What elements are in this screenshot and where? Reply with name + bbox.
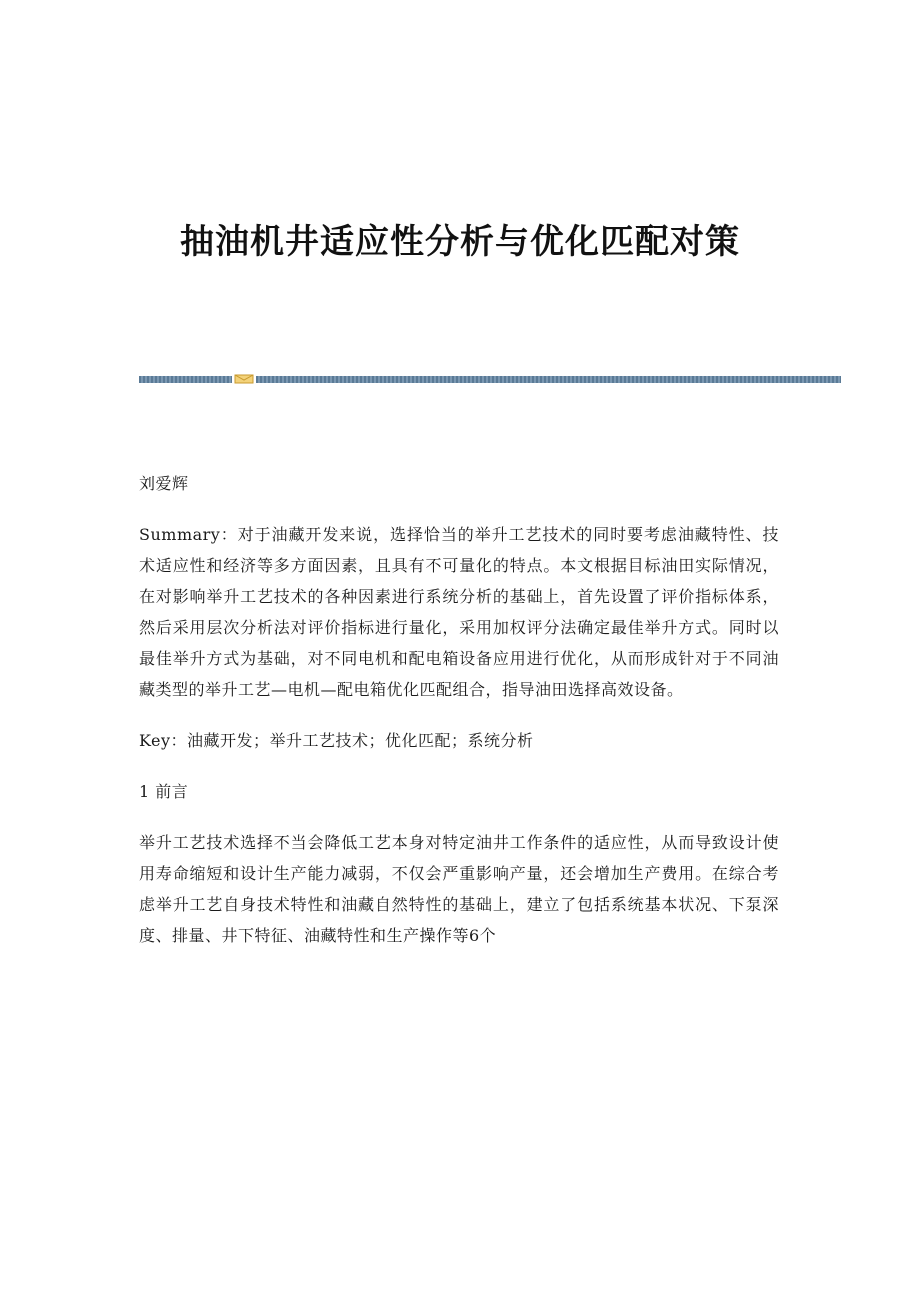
section-heading: 1 前言 (139, 782, 189, 801)
keywords-paragraph (139, 725, 779, 756)
document-body (139, 468, 779, 971)
divider-bar-right (256, 376, 841, 383)
summary-paragraph (139, 519, 779, 705)
section-paragraph: 举升工艺技术选择不当会降低工艺本身对特定油井工作条件的适应性，从而导致设计使用寿命缩短和设计生产能力减弱，不仅会严重影响产量，还会增加生产费用。在综合考虑举升工艺自身技术特性和油藏自然特性的基础上，建立了包括系统基本状况、下泵深度、排量、井下特征、油藏特性和生产操作等6个 (139, 833, 779, 945)
document-title: 抽油机井适应性分析与优化匹配对策 (180, 222, 740, 262)
summary-label: Summary： (139, 525, 238, 544)
summary-text: 对于油藏开发来说，选择恰当的举升工艺技术的同时要考虑油藏特性、技术适应性和经济等多方面因素，且具有不可量化的特点。本文根据目标油田实际情况，在对影响举升工艺技术的各种因素进行系统分析的基础上，首先设置了评价指标体系，然后采用层次分析法对评价指标进行量化，采用加权评分法确定最佳举升方式。同时以最佳举升方式为基础，对不同电机和配电箱设备应用进行优化，从而形成针对于不同油藏类型的举升工艺—电机—配电箱优化匹配组合，指导油田选择高效设备。 (139, 525, 779, 699)
envelope-ornament-icon (234, 374, 254, 384)
keywords-label: Key： (139, 731, 188, 750)
title-divider (139, 374, 841, 384)
keywords-text: 油藏开发；举升工艺技术；优化匹配；系统分析 (187, 731, 534, 750)
divider-bar-left (139, 376, 232, 383)
author-name: 刘爱辉 (139, 474, 189, 493)
